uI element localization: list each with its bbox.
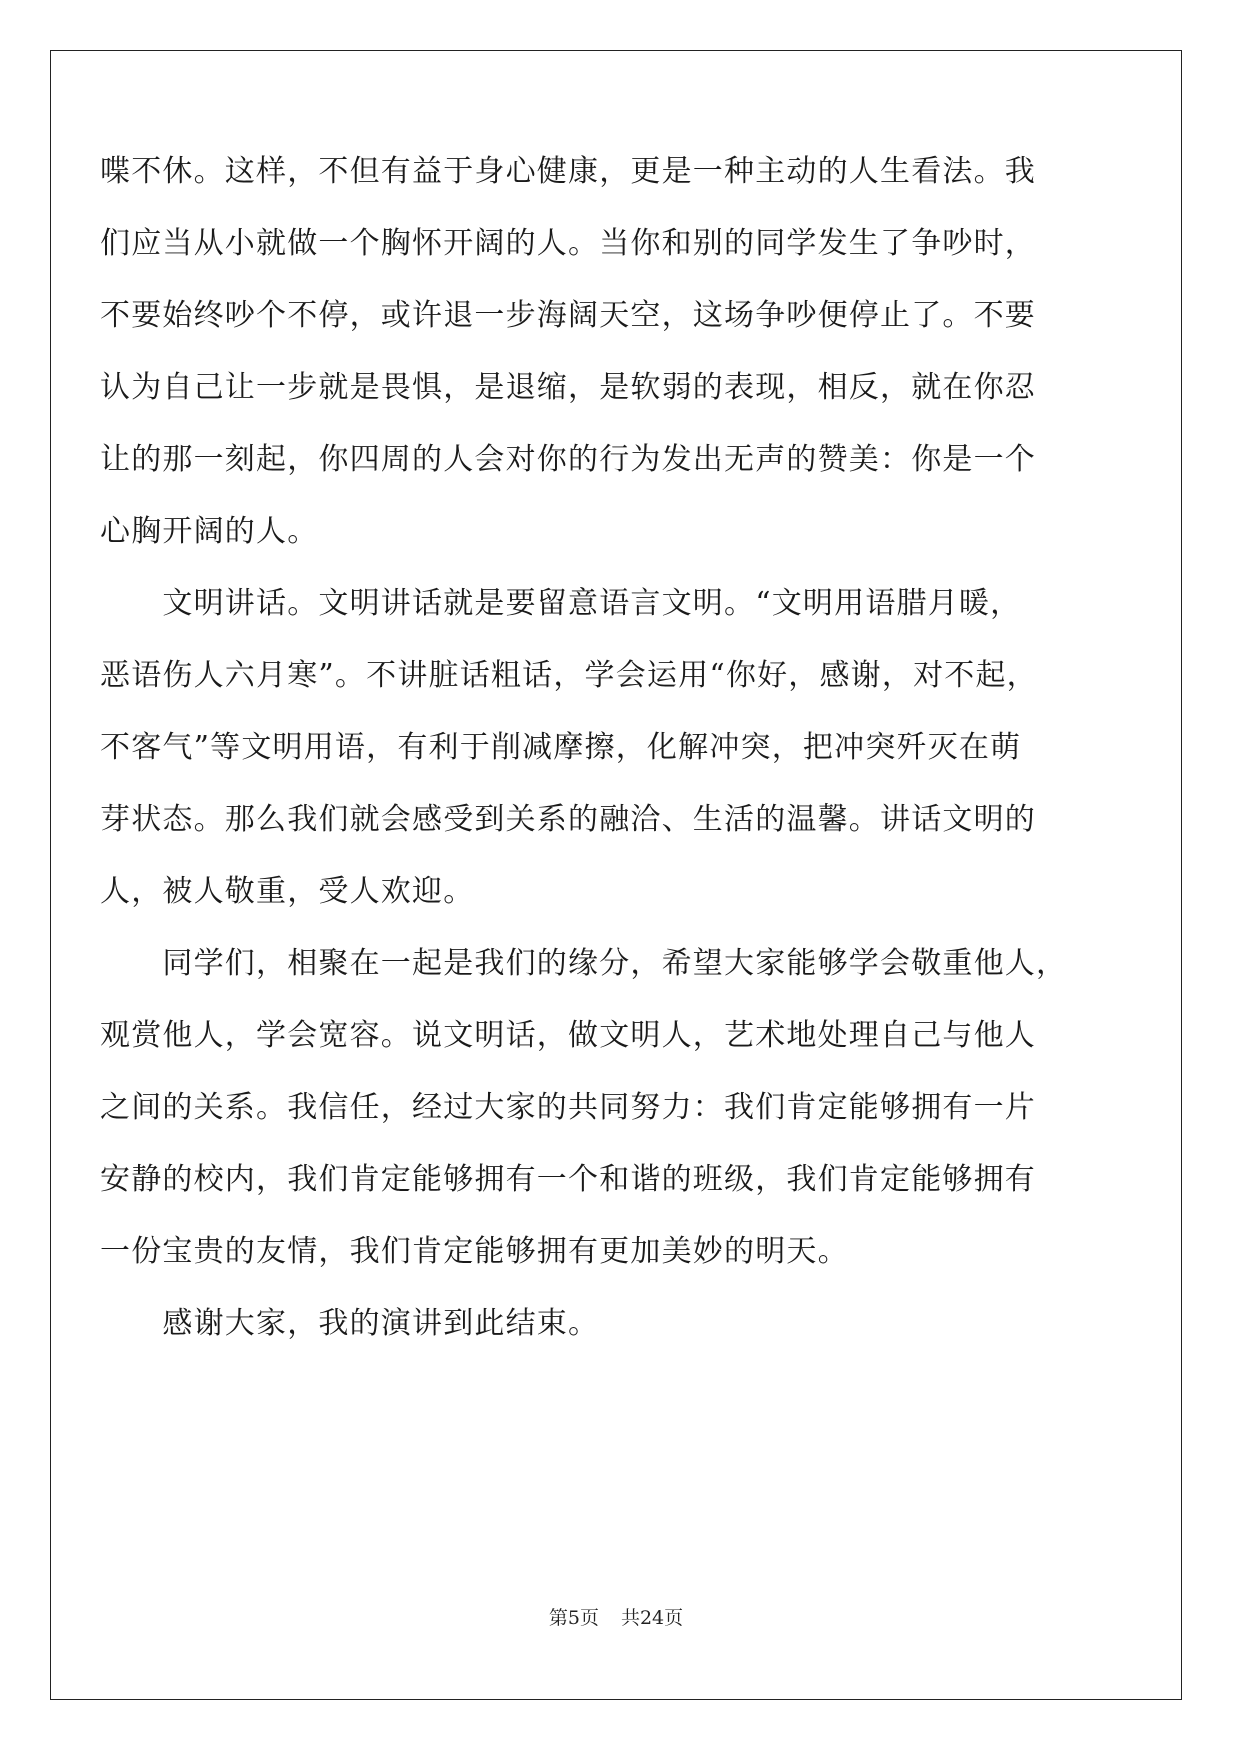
paragraph-start-line: 感谢大家，我的演讲到此结束。	[100, 1306, 600, 1341]
body-line: 喋不休。这样，不但有益于身心健康，更是一种主动的人生看法。我	[100, 154, 1036, 189]
body-line: 们应当从小就做一个胸怀开阔的人。当你和别的同学发生了争吵时，	[100, 226, 1036, 261]
body-line: 观赏他人，学会宽容。说文明话，做文明人，艺术地处理自己与他人	[100, 1018, 1036, 1053]
body-line: 安静的校内，我们肯定能够拥有一个和谐的班级，我们肯定能够拥有	[100, 1162, 1036, 1197]
page-number-current: 第5页	[548, 1607, 599, 1629]
body-line: 心胸开阔的人。	[100, 514, 319, 549]
body-line: 之间的关系。我信任，经过大家的共同努力：我们肯定能够拥有一片	[100, 1090, 1036, 1125]
paragraph-start-line: 文明讲话。文明讲话就是要留意语言文明。“文明用语腊月暖，	[100, 586, 1022, 621]
body-line: 不要始终吵个不停，或许退一步海阔天空，这场争吵便停止了。不要	[100, 298, 1036, 333]
body-line: 认为自己让一步就是畏惧，是退缩，是软弱的表现，相反，就在你忍	[100, 370, 1036, 405]
body-line: 一份宝贵的友情，我们肯定能够拥有更加美妙的明天。	[100, 1234, 849, 1269]
body-line: 恶语伤人六月寒”。不讲脏话粗话，学会运用“你好，感谢，对不起，	[100, 658, 1038, 693]
body-line: 让的那一刻起，你四周的人会对你的行为发出无声的赞美：你是一个	[100, 442, 1036, 477]
body-line: 人，被人敬重，受人欢迎。	[100, 874, 475, 909]
body-line: 不客气”等文明用语，有利于削减摩擦，化解冲突，把冲突歼灭在萌	[100, 730, 1022, 765]
body-line: 芽状态。那么我们就会感受到关系的融洽、生活的温馨。讲话文明的	[100, 802, 1036, 837]
page-number-total: 共24页	[620, 1607, 684, 1629]
page-footer	[0, 1603, 1232, 1630]
paragraph-start-line: 同学们，相聚在一起是我们的缘分，希望大家能够学会敬重他人，	[100, 946, 1068, 981]
